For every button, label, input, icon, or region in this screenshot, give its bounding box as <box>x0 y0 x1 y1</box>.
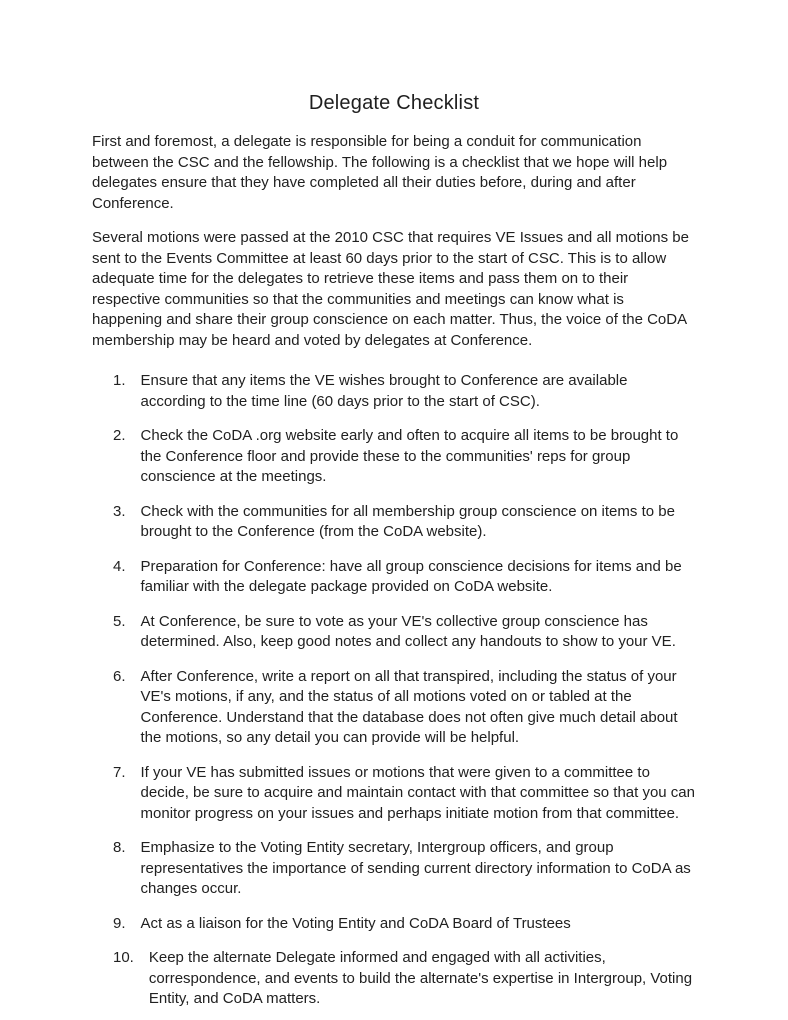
item-text: Act as a liaison for the Voting Entity and CoDA Board of Trustees <box>140 914 571 932</box>
item-text: At Conference, be sure to vote as your VE's collective group conscience has determined. Also, keep good notes and collect any handouts to show to your VE. <box>140 612 676 650</box>
checklist-item <box>92 948 696 1010</box>
item-number: 8. <box>113 839 126 856</box>
item-number: 2. <box>113 427 126 444</box>
item-number: 5. <box>113 612 126 630</box>
item-number: 7. <box>113 763 126 781</box>
item-text: Check the CoDA .org website early and often to acquire all items to be brought to the Conference floor and provide these to the communities' reps for group conscience at the meetings. <box>140 427 679 485</box>
intro-paragraph-2: Several motions were passed at the 2010 CSC that requires VE Issues and all motions be sent to the Events Committee at least 60 days prior to the start of CSC. This is to allow adequate time for the delegates to retrieve these items and pass them on to their respective communities so that the communities and meetings can know what is happening and share their group conscience on each matter. Thus, the voice of the CoDA membership may be heard and voted by delegates at Conference. <box>92 229 689 349</box>
item-number: 9. <box>113 914 126 932</box>
checklist-item <box>92 557 696 598</box>
page-title: Delegate Checklist <box>308 92 480 114</box>
item-text: Check with the communities for all membership group conscience on items to be brought to the Conference (from the CoDA website). <box>140 502 675 540</box>
item-number: 10. <box>113 949 134 966</box>
item-text: After Conference, write a report on all that transpired, including the status of your VE's motions, if any, and the status of all motions voted on or tabled at the Conference. Understand that the database does not often give much detail about the motions, so any detail you can provide will be helpful. <box>140 667 678 746</box>
intro-paragraph-1: First and foremost, a delegate is responsible for being a conduit for communication between the CSC and the fellowship. The following is a checklist that we hope will help delegates ensure that they have completed all their duties before, during and after Conference. <box>92 133 668 212</box>
checklist-item <box>92 371 696 412</box>
item-text: If your VE has submitted issues or motions that were given to a committee to decide, be sure to acquire and maintain contact with that committee so that you can monitor progress on your issues and perhaps initiate motion from that committee. <box>140 763 695 822</box>
checklist-item <box>92 838 696 900</box>
checklist-item <box>92 914 696 935</box>
item-number: 4. <box>113 557 126 575</box>
delegate-checklist <box>92 371 696 1010</box>
item-text: Keep the alternate Delegate informed and engaged with all activities, correspondence, and events to build the alternate's expertise in Intergroup, Voting Entity, and CoDA matters. <box>148 949 693 1007</box>
item-number: 3. <box>113 502 126 520</box>
checklist-item <box>92 612 696 653</box>
checklist-item <box>92 502 696 543</box>
item-text: Emphasize to the Voting Entity secretary, Intergroup officers, and group representatives the importance of sending current directory information to CoDA as changes occur. <box>140 839 691 897</box>
item-number: 1. <box>113 372 126 389</box>
checklist-item <box>92 763 696 825</box>
checklist-item <box>92 667 696 749</box>
item-number: 6. <box>113 667 126 685</box>
item-text: Ensure that any items the VE wishes brought to Conference are available according to the time line (60 days prior to the start of CSC). <box>140 372 628 410</box>
item-text: Preparation for Conference: have all group conscience decisions for items and be familiar with the delegate package provided on CoDA website. <box>140 557 682 595</box>
checklist-item <box>92 426 696 488</box>
